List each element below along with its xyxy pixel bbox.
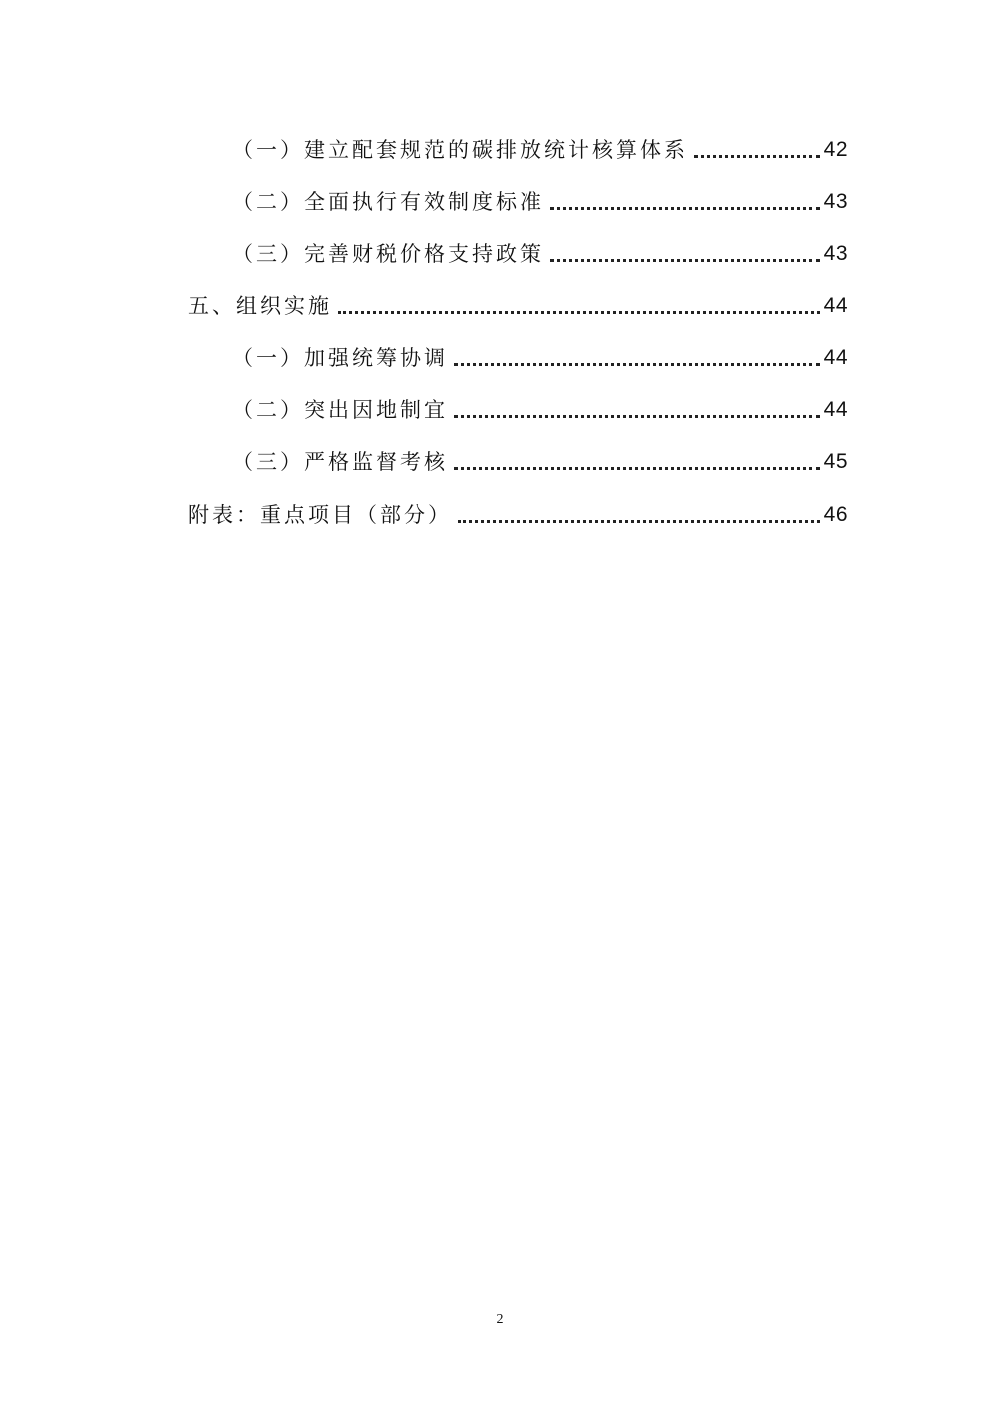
toc-dot-leader <box>694 155 820 158</box>
toc-entry-appendix[interactable] <box>188 495 848 529</box>
toc-entry-page: 44 <box>823 294 848 317</box>
toc-entry-title: （二）全面执行有效制度标准 <box>232 190 544 214</box>
toc-dot-leader <box>338 311 820 314</box>
toc-entry-standards[interactable] <box>232 182 848 216</box>
toc-entry-page: 44 <box>823 346 848 369</box>
toc-entry-local-conditions[interactable] <box>232 390 848 424</box>
toc-dot-leader <box>454 363 820 366</box>
toc-entry-coordination[interactable] <box>232 338 848 372</box>
toc-entry-page: 43 <box>823 190 848 213</box>
toc-entry-page: 46 <box>823 503 848 526</box>
toc-dot-leader <box>550 207 820 210</box>
toc-entry-page: 42 <box>823 138 848 161</box>
toc-entry-page: 44 <box>823 398 848 421</box>
toc-entry-carbon-accounting[interactable] <box>232 130 848 164</box>
toc-dot-leader <box>454 415 820 418</box>
toc-entry-page: 45 <box>823 450 848 473</box>
toc-entry-supervision[interactable] <box>232 442 848 476</box>
page-number: 2 <box>496 1312 504 1327</box>
toc-entry-page: 43 <box>823 242 848 265</box>
toc-dot-leader <box>550 259 820 262</box>
toc-entry-title: （三）完善财税价格支持政策 <box>232 242 544 266</box>
toc-entry-title: 五、组织实施 <box>188 294 332 318</box>
toc-entry-title: （三）严格监督考核 <box>232 450 448 474</box>
toc-dot-leader <box>458 520 820 523</box>
toc-entry-title: 附表：重点项目（部分） <box>188 503 452 527</box>
toc-entry-title: （二）突出因地制宜 <box>232 398 448 422</box>
toc-entry-fiscal-policy[interactable] <box>232 234 848 268</box>
toc-entry-title: （一）建立配套规范的碳排放统计核算体系 <box>232 138 688 162</box>
toc-entry-title: （一）加强统筹协调 <box>232 346 448 370</box>
toc-entry-implementation[interactable] <box>188 286 848 320</box>
toc-dot-leader <box>454 467 820 470</box>
